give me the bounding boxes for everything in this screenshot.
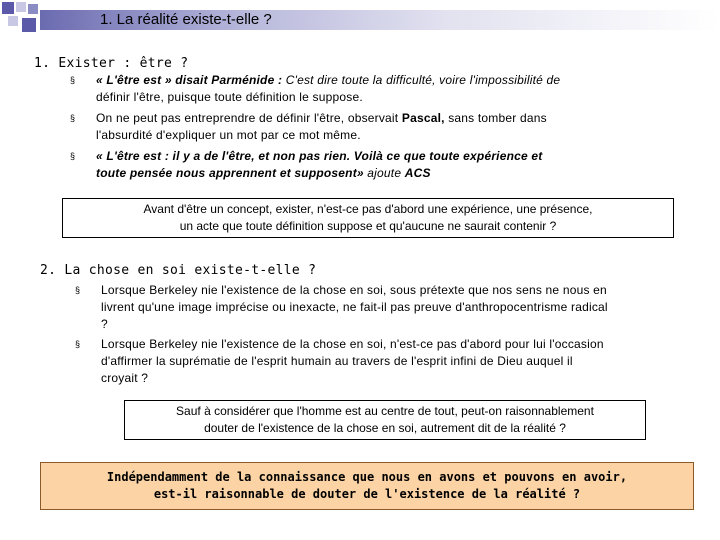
bullet-text: croyait ? — [101, 371, 149, 385]
bullet-text: Lorsque Berkeley nie l'existence de la chose en soi, n'est-ce pas d'abord pour lui l'occasion — [101, 337, 604, 351]
conclusion-text: est-il raisonnable de douter de l'existence de la réalité ? — [153, 487, 581, 501]
deco-square — [8, 16, 18, 26]
bullet-text: l'absurdité d'expliquer un mot par ce mot même. — [96, 128, 361, 142]
bullet-text: On ne peut pas entreprendre de définir l'être, observait — [96, 111, 402, 125]
name-acs: ACS — [404, 166, 431, 180]
list-item — [75, 282, 711, 333]
list-item — [70, 72, 696, 106]
bullet-marker: § — [75, 285, 81, 295]
quote-parmenide: « L'être est » disait Parménide : — [96, 73, 286, 87]
section-2-heading: 2. La chose en soi existe-t-elle ? — [40, 263, 317, 278]
bullet-text: sans tomber dans — [444, 111, 547, 125]
list-item — [75, 336, 711, 387]
bullet-marker: § — [70, 75, 76, 85]
bullet-text: toute pensée nous apprennent et supposent» — [96, 166, 364, 180]
reflection-box-2 — [124, 400, 646, 440]
bullet-text: d'affirmer la suprématie de l'esprit humain au travers de l'esprit infini de Dieu auquel il — [101, 354, 573, 368]
bullet-marker: § — [70, 113, 76, 123]
bullet-text: ajoute — [363, 166, 405, 180]
deco-square — [16, 2, 26, 12]
bullet-text: C'est dire toute la difficulté, voire l'impossibilité de — [285, 73, 561, 87]
conclusion-box — [40, 462, 694, 510]
bullet-text: Lorsque Berkeley nie l'existence de la chose en soi, sous prétexte que nos sens ne nous en — [101, 283, 607, 297]
bullet-marker: § — [70, 151, 76, 161]
box-text: Avant d'être un concept, exister, n'est-ce pas d'abord une expérience, une présence, — [143, 202, 593, 216]
bullet-marker: § — [75, 339, 81, 349]
deco-square — [28, 4, 38, 14]
deco-square — [22, 18, 36, 32]
quote-acs: « L'être est : il y a de l'être, et non pas rien. Voilà ce que toute expérience et — [96, 149, 543, 163]
name-pascal: Pascal, — [401, 111, 445, 125]
bullet-text: définir l'être, puisque toute définition le suppose. — [96, 90, 363, 104]
list-item — [70, 148, 706, 182]
box-text: Sauf à considérer que l'homme est au centre de tout, peut-on raisonnablement — [176, 404, 594, 418]
bullet-text: ? — [101, 317, 108, 331]
box-text: un acte que toute définition suppose et qu'aucune ne saurait contenir ? — [179, 219, 557, 233]
deco-square — [2, 2, 14, 14]
section-1-heading: 1. Exister : être ? — [34, 56, 189, 71]
list-item — [70, 110, 696, 144]
reflection-box-1 — [62, 198, 674, 238]
page-title: 1. La réalité existe-t-elle ? — [100, 11, 272, 28]
bullet-text: livrent qu'une image imprécise ou inexacte, ne fait-il pas preuve d'anthropocentrisme radical — [101, 300, 608, 314]
box-text: douter de l'existence de la chose en soi, autrement dit de la réalité ? — [204, 421, 566, 435]
conclusion-text: Indépendamment de la connaissance que nous en avons et pouvons en avoir, — [106, 470, 628, 484]
